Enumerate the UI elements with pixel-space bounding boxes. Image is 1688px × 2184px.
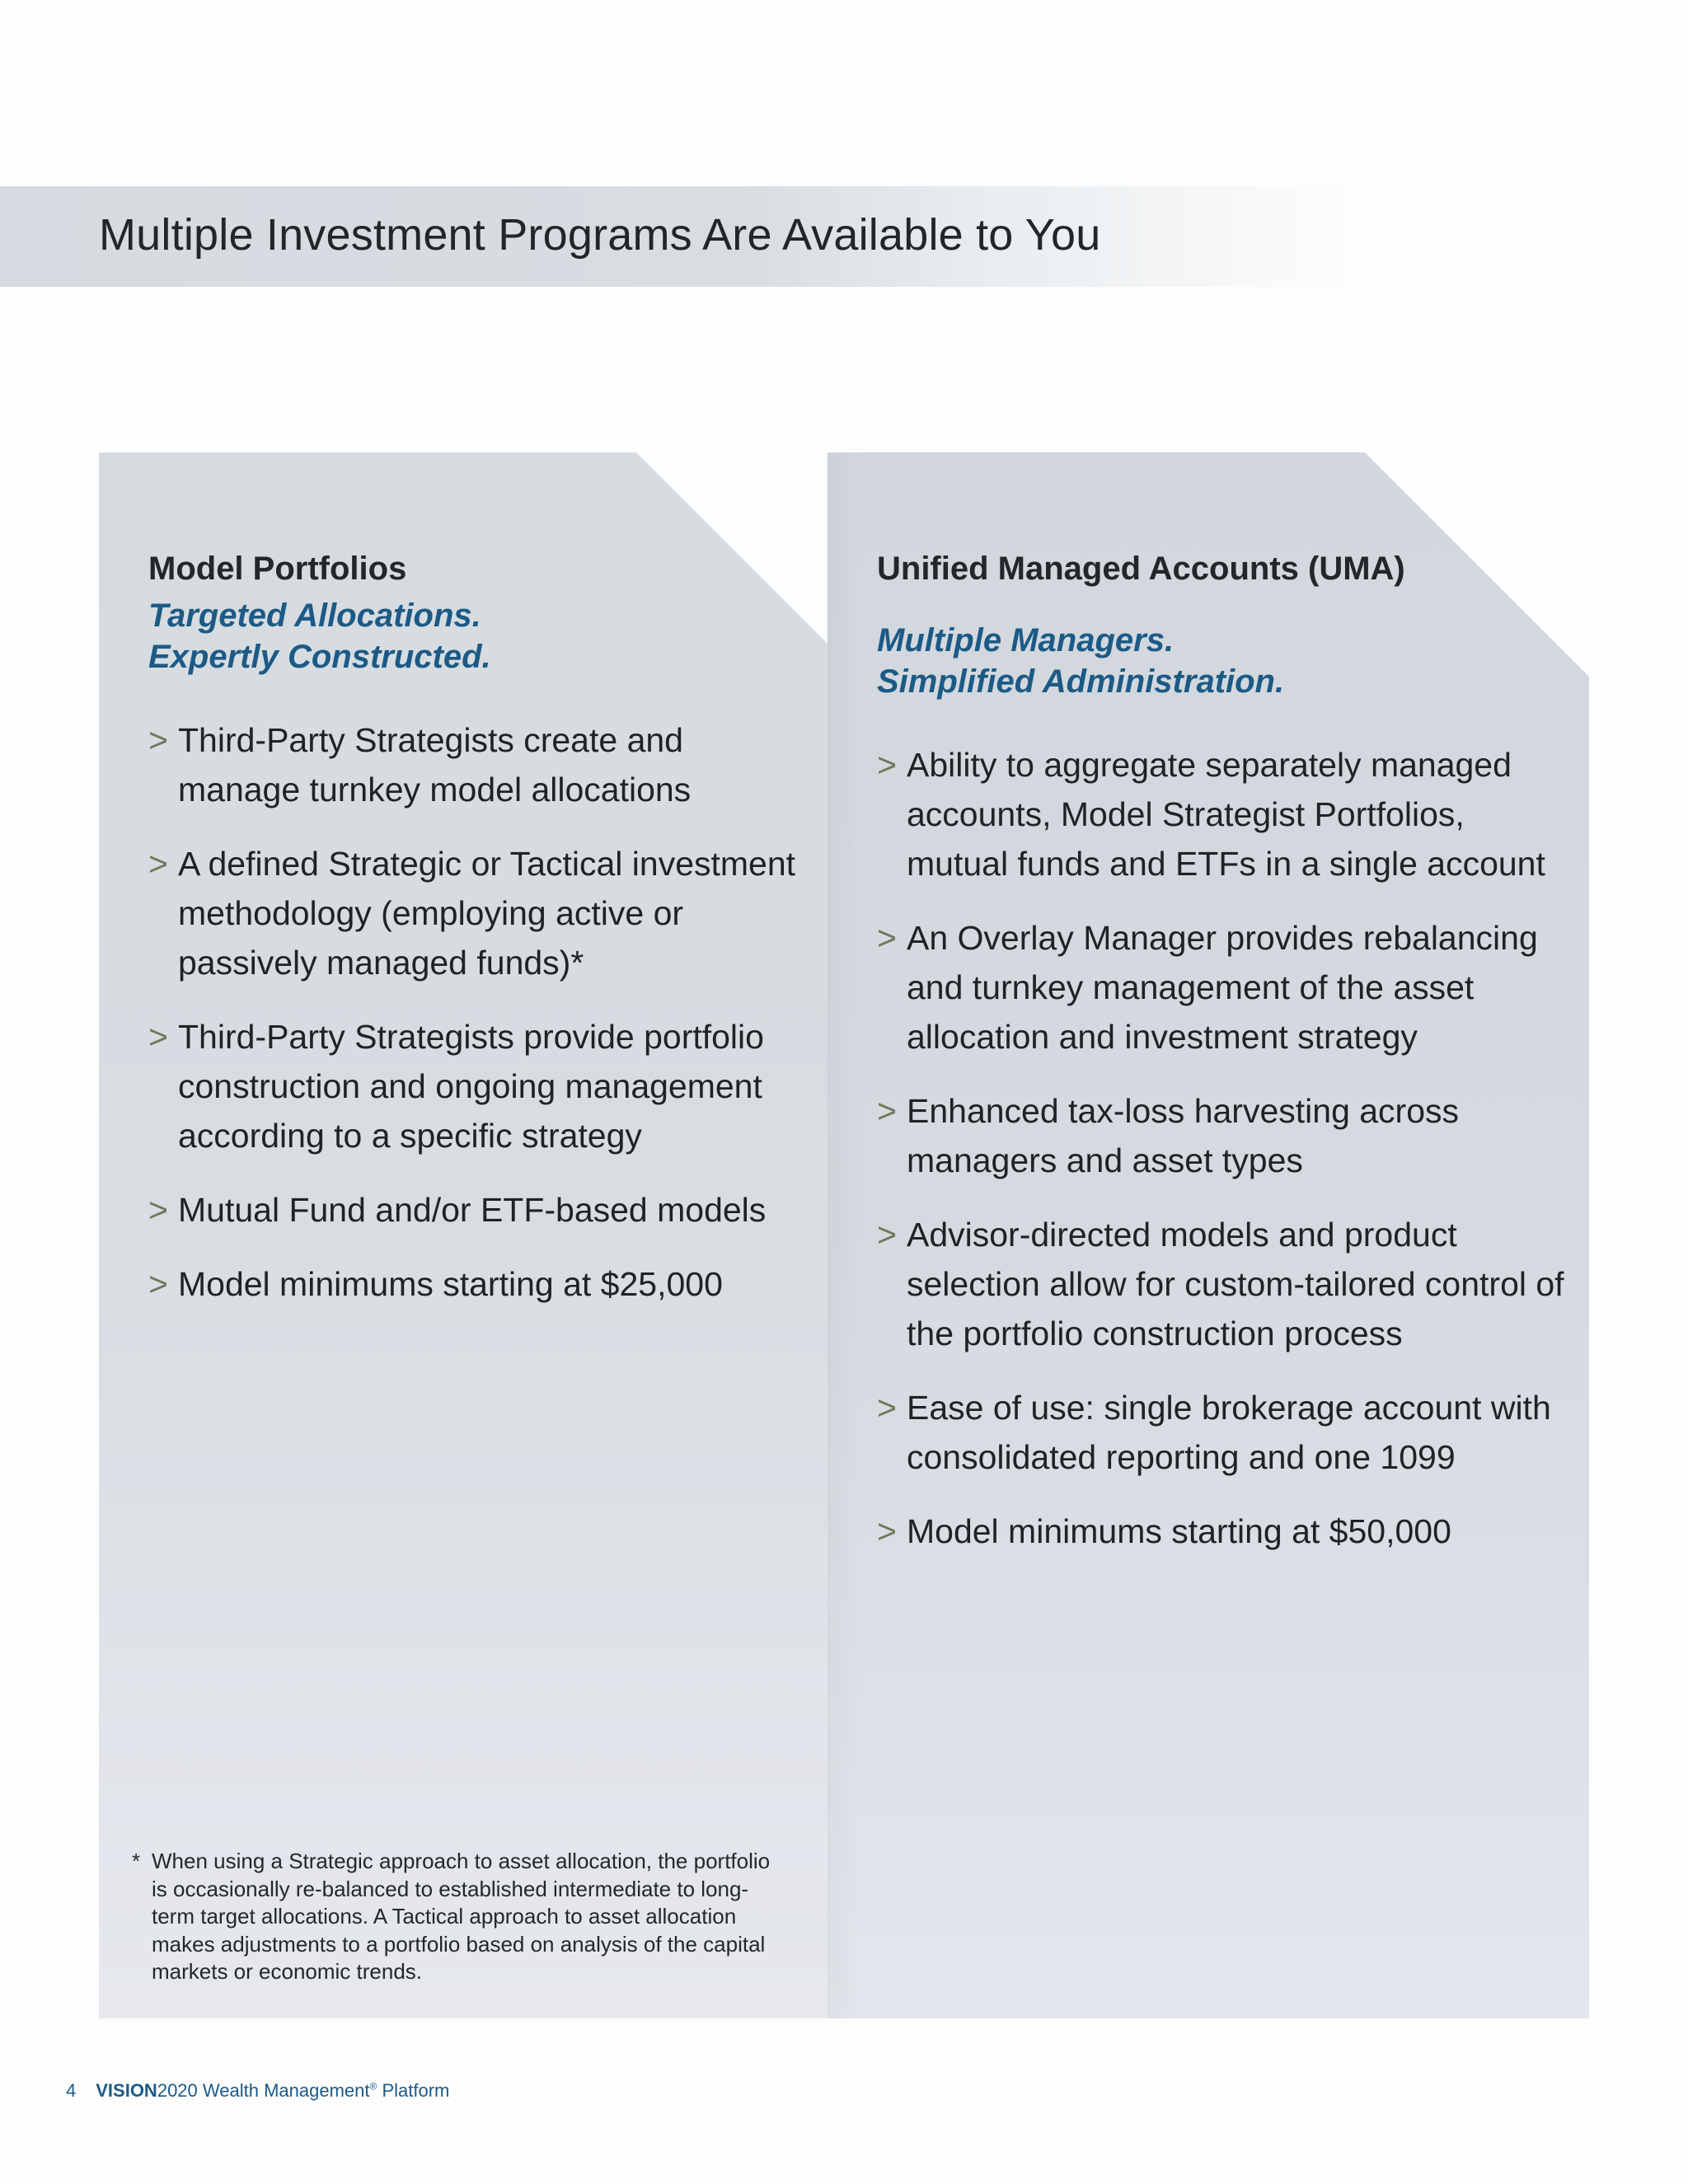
registered-mark: ® <box>369 2080 377 2093</box>
arrow-icon: > <box>877 1512 897 1550</box>
bullet-text: Model minimums starting at $25,000 <box>178 1265 723 1303</box>
bullet-text: A defined Strategic or Tactical investment methodology (employing active or passively managed funds)* <box>178 845 796 982</box>
bullet-item <box>148 1259 808 1309</box>
bullet-item <box>877 1383 1566 1482</box>
page-footer <box>66 2080 449 2102</box>
page-title: Multiple Investment Programs Are Available to You <box>99 210 1101 260</box>
tagline-line-2: Simplified Administration. <box>877 663 1285 700</box>
bullet-item <box>877 913 1566 1062</box>
tagline-line-1: Multiple Managers. <box>877 622 1175 658</box>
bullet-text: Advisor-directed models and product selection allow for custom-tailored control of the portfolio construction process <box>907 1216 1564 1352</box>
model-portfolios-heading: Model Portfolios <box>148 551 407 587</box>
bullet-text: An Overlay Manager provides rebalancing and turnkey management of the asset allocation and investment strategy <box>907 919 1538 1056</box>
bullet-text: Ease of use: single brokerage account with consolidated reporting and one 1099 <box>907 1389 1551 1476</box>
model-portfolios-bullets <box>148 715 808 1333</box>
arrow-icon: > <box>148 721 168 759</box>
uma-bullets <box>877 740 1566 1581</box>
arrow-icon: > <box>877 1389 897 1427</box>
bullet-text: Third-Party Strategists create and manage turnkey model allocations <box>178 721 692 808</box>
tagline-line-2: Expertly Constructed. <box>148 639 491 675</box>
bullet-item <box>148 1012 808 1160</box>
bullet-item <box>877 1507 1566 1556</box>
brand-name-bold: VISION <box>96 2080 157 2101</box>
arrow-icon: > <box>148 1191 168 1229</box>
bullet-item <box>148 715 808 814</box>
tagline-line-1: Targeted Allocations. <box>148 598 481 634</box>
footnote <box>132 1848 791 1986</box>
bullet-item <box>877 1210 1566 1358</box>
uma-heading: Unified Managed Accounts (UMA) <box>877 551 1405 587</box>
arrow-icon: > <box>877 746 897 784</box>
arrow-icon: > <box>148 845 168 883</box>
bullet-item <box>877 740 1566 888</box>
bullet-text: Model minimums starting at $50,000 <box>907 1512 1451 1550</box>
arrow-icon: > <box>877 919 897 957</box>
page-number: 4 <box>66 2080 77 2101</box>
bullet-text: Ability to aggregate separately managed accounts, Model Strategist Portfolios, mutual funds and ETFs in a single account <box>907 746 1545 883</box>
bullet-item <box>877 1086 1566 1185</box>
arrow-icon: > <box>877 1216 897 1254</box>
arrow-icon: > <box>148 1265 168 1303</box>
bullet-item <box>148 1185 808 1235</box>
model-portfolios-tagline <box>148 595 491 677</box>
brand-suffix: Platform <box>377 2080 450 2101</box>
footnote-marker: * <box>132 1849 141 1873</box>
title-band <box>0 186 1352 287</box>
brand-name: 2020 Wealth Management <box>157 2080 370 2101</box>
bullet-item <box>148 839 808 987</box>
bullet-text: Mutual Fund and/or ETF-based models <box>178 1191 767 1229</box>
uma-tagline <box>877 620 1284 702</box>
arrow-icon: > <box>148 1018 168 1056</box>
footnote-text: When using a Strategic approach to asset allocation, the portfolio is occasionally re-balanced to established intermediate to long-term target allocations. A Tactical approach to asset allocation makes adjustments to a portfolio based on analysis of the capital markets or economic trends. <box>152 1849 771 1984</box>
bullet-text: Third-Party Strategists provide portfolio construction and ongoing management according to a specific strategy <box>178 1018 764 1155</box>
arrow-icon: > <box>877 1092 897 1130</box>
bullet-text: Enhanced tax-loss harvesting across managers and asset types <box>907 1092 1460 1179</box>
